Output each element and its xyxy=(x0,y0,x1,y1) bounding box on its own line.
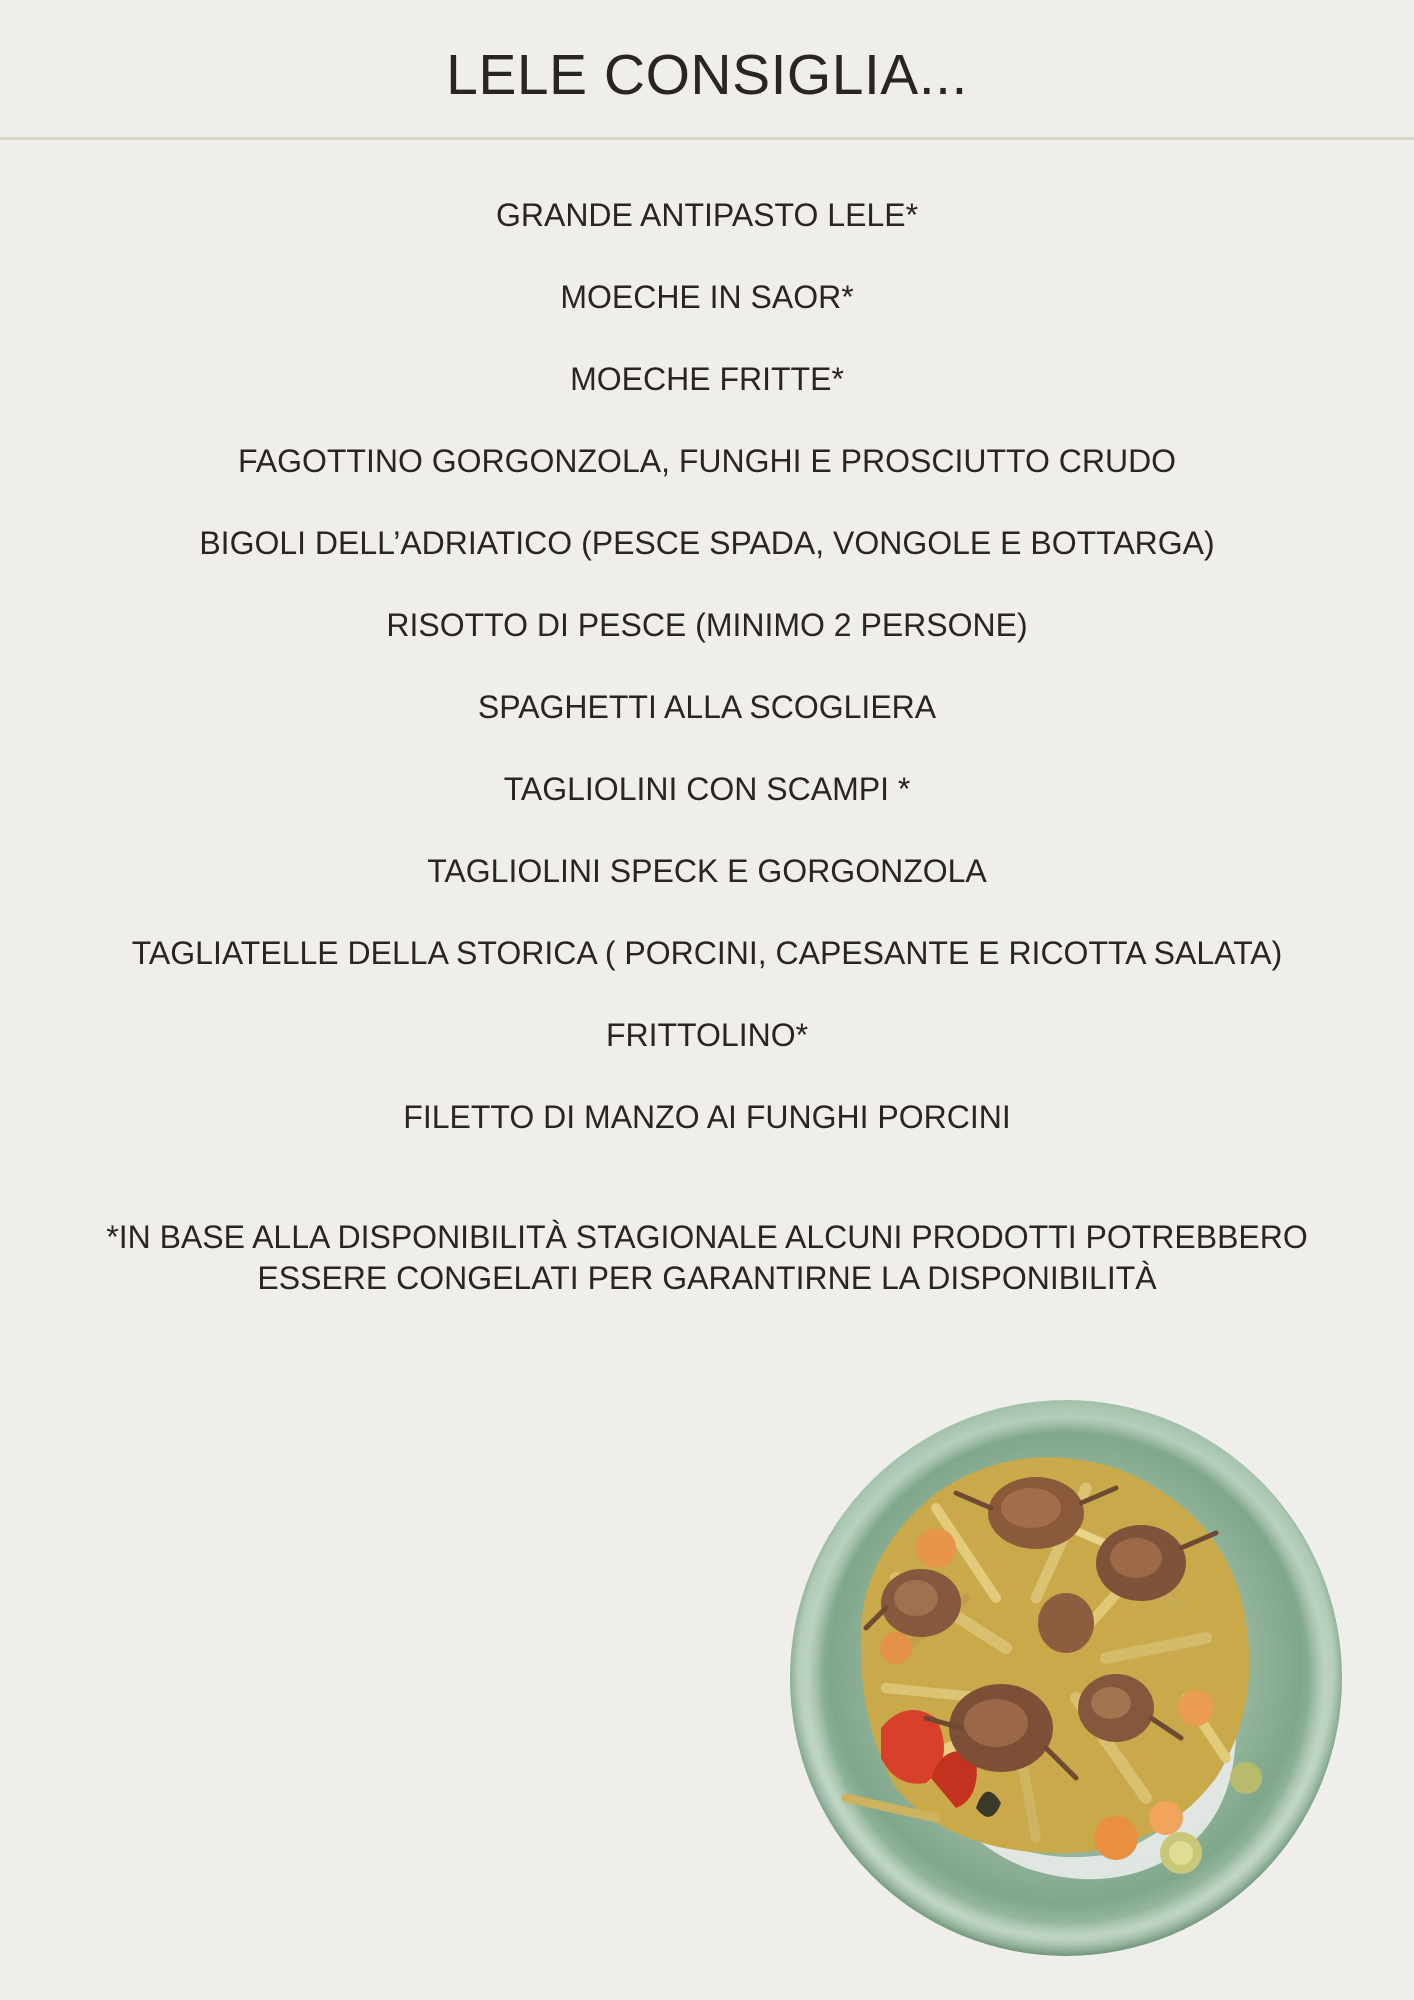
menu-item: TAGLIOLINI CON SCAMPI * xyxy=(503,771,911,807)
menu-item: MOECHE IN SAOR* xyxy=(560,279,854,315)
menu-item: SPAGHETTI ALLA SCOGLIERA xyxy=(477,689,937,725)
menu-item: MOECHE FRITTE* xyxy=(570,361,844,397)
availability-note xyxy=(0,1217,1414,1299)
menu-item: GRANDE ANTIPASTO LELE* xyxy=(495,197,919,233)
menu-item: FAGOTTINO GORGONZOLA, FUNGHI E PROSCIUTTO CRUDO xyxy=(237,443,1177,479)
menu-item: TAGLIOLINI SPECK E GORGONZOLA xyxy=(427,853,987,889)
menu-item: BIGOLI DELL’ADRIATICO (PESCE SPADA, VONGOLE E BOTTARGA) xyxy=(199,525,1215,561)
menu-item: TAGLIATELLE DELLA STORICA ( PORCINI, CAPESANTE E RICOTTA SALATA) xyxy=(131,935,1283,971)
page-title: LELE CONSIGLIA... xyxy=(446,43,968,107)
availability-note-line: ESSERE CONGELATI PER GARANTIRNE LA DISPONIBILITÀ xyxy=(257,1260,1157,1296)
fried-seafood-plate-image xyxy=(786,1398,1346,1958)
menu-item: RISOTTO DI PESCE (MINIMO 2 PERSONE) xyxy=(386,607,1028,643)
food-photo xyxy=(786,1398,1346,1958)
availability-note-line: *IN BASE ALLA DISPONIBILITÀ STAGIONALE ALCUNI PRODOTTI POTREBBERO xyxy=(106,1219,1308,1255)
menu-item: FILETTO DI MANZO AI FUNGHI PORCINI xyxy=(403,1099,1011,1135)
menu-item: FRITTOLINO* xyxy=(605,1017,809,1053)
header-divider xyxy=(0,137,1414,140)
